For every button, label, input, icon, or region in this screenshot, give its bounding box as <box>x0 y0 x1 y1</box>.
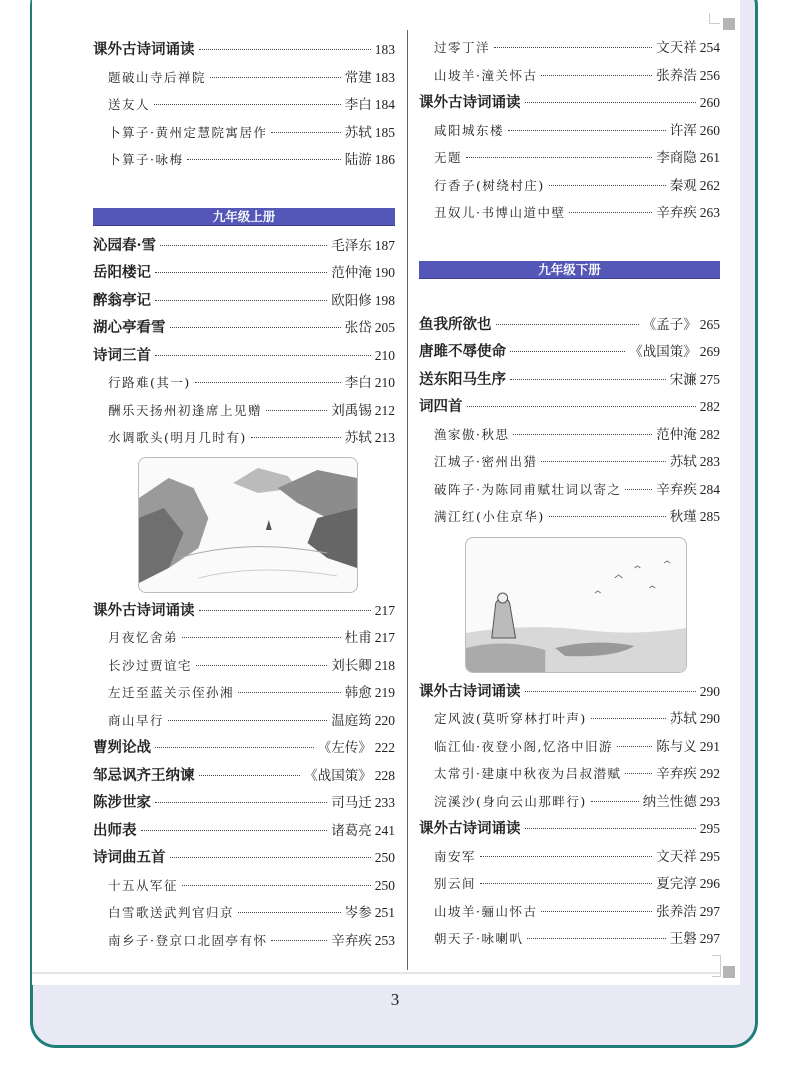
entry-author: 王磐 <box>669 931 697 947</box>
toc-subentry[interactable] <box>419 898 720 926</box>
entry-author: 欧阳修 <box>331 292 372 309</box>
toc-subentry[interactable] <box>419 62 720 90</box>
toc-subentry[interactable] <box>93 624 395 652</box>
toc-entry[interactable] <box>93 817 395 845</box>
entry-page: 295 <box>699 848 720 864</box>
entry-author: 苏轼 <box>344 124 372 141</box>
dot-leader <box>210 77 341 78</box>
dot-leader <box>480 856 652 857</box>
entry-author: 陆游 <box>344 152 372 168</box>
dot-leader <box>466 157 652 158</box>
entry-author: 张养浩 <box>656 903 697 920</box>
dot-leader <box>155 300 327 301</box>
entry-title: 行香子(树绕村庄) <box>434 177 545 193</box>
entry-title: 课外古诗词诵读 <box>419 94 521 111</box>
entry-author: 文天祥 <box>656 848 697 865</box>
dot-leader <box>195 382 341 383</box>
dot-leader <box>266 410 327 411</box>
entry-title: 太常引·建康中秋夜为吕叔潜赋 <box>434 766 622 781</box>
entry-title: 曹刿论战 <box>93 739 151 756</box>
entry-author: 范仲淹 <box>331 265 372 281</box>
entry-page: 261 <box>699 150 720 165</box>
entry-author: 常建 <box>344 69 372 86</box>
corner-ornament-line <box>709 13 720 24</box>
entry-title: 商山早行 <box>108 712 165 728</box>
entry-page: 222 <box>374 740 395 755</box>
toc-subentry[interactable] <box>419 421 720 449</box>
entry-author: 司马迁 <box>331 795 372 811</box>
toc-subentry[interactable] <box>93 679 395 707</box>
entry-page: 217 <box>374 630 395 645</box>
entry-author: 范仲淹 <box>656 426 697 443</box>
entry-title: 酬乐天扬州初逢席上见赠 <box>108 402 263 418</box>
toc-entry[interactable] <box>93 36 395 64</box>
dot-leader <box>527 938 665 939</box>
entry-author: 岑参 <box>344 905 372 921</box>
entry-page: 190 <box>374 265 395 280</box>
entry-page: 210 <box>374 375 395 390</box>
entry-page: 262 <box>699 177 720 193</box>
entry-title: 送东阳马生序 <box>419 370 506 388</box>
toc-subentry[interactable] <box>419 870 720 898</box>
entry-title: 满江红(小住京华) <box>434 509 545 524</box>
dot-leader <box>480 883 652 884</box>
dot-leader <box>467 406 696 407</box>
entry-title: 无题 <box>434 150 463 165</box>
entry-title: 鱼我所欲也 <box>419 315 492 333</box>
toc-subentry[interactable] <box>419 733 720 761</box>
entry-title: 月夜忆舍弟 <box>108 630 179 645</box>
entry-title: 江城子·密州出猎 <box>434 454 538 469</box>
toc-subentry[interactable] <box>93 899 395 927</box>
entry-author: 张养浩 <box>656 67 697 84</box>
entry-title: 唐雎不辱使命 <box>419 343 506 360</box>
toc-subentry[interactable] <box>419 199 720 227</box>
toc-entry[interactable] <box>93 342 395 370</box>
dot-leader <box>591 718 666 719</box>
entry-title: 词四首 <box>419 398 463 415</box>
dot-leader <box>196 665 327 666</box>
entry-page: 260 <box>699 122 720 138</box>
dot-leader <box>251 437 341 438</box>
toc-entry[interactable] <box>419 311 720 339</box>
entry-page: 183 <box>374 42 395 57</box>
dot-leader <box>625 773 652 774</box>
dot-leader <box>155 802 327 803</box>
grade-section-banner: 九年级上册 <box>93 208 395 226</box>
entry-author: 李商隐 <box>656 150 697 166</box>
dot-leader <box>199 49 371 50</box>
entry-title: 课外古诗词诵读 <box>419 820 521 837</box>
panel-shadow <box>32 972 720 974</box>
toc-entry[interactable] <box>93 734 395 762</box>
entry-page: 220 <box>374 712 395 728</box>
toc-subentry[interactable] <box>93 397 395 425</box>
entry-page: 185 <box>374 124 395 140</box>
toc-subentry[interactable] <box>93 146 395 174</box>
entry-author: 苏轼 <box>669 711 697 727</box>
dot-leader <box>141 830 328 831</box>
entry-title: 诗词三首 <box>93 346 151 364</box>
entry-title: 行路难(其一) <box>108 375 191 390</box>
entry-page: 250 <box>374 877 395 893</box>
toc-subentry[interactable] <box>93 369 395 397</box>
entry-page: 290 <box>699 683 720 699</box>
entry-title: 课外古诗词诵读 <box>419 682 521 700</box>
entry-page: 184 <box>374 97 395 112</box>
entry-author: 文天祥 <box>656 40 697 56</box>
entry-title: 湖心亭看雪 <box>93 319 166 336</box>
dot-leader <box>549 185 666 186</box>
toc-subentry[interactable] <box>419 448 720 476</box>
entry-page: 290 <box>699 711 720 726</box>
dot-leader <box>525 102 696 103</box>
entry-author: 李白 <box>344 97 372 113</box>
page-number: 3 <box>390 990 400 1009</box>
entry-page: 198 <box>374 292 395 308</box>
entry-title: 左迁至蓝关示侄孙湘 <box>108 685 235 700</box>
entry-page: 241 <box>374 822 395 838</box>
entry-author: 苏轼 <box>669 454 697 470</box>
toc-subentry[interactable] <box>419 925 720 953</box>
entry-author: 张岱 <box>344 320 372 336</box>
entry-author: 苏轼 <box>344 430 372 446</box>
dot-leader <box>155 747 314 748</box>
toc-subentry[interactable] <box>419 34 720 62</box>
toc-entry[interactable] <box>93 597 395 625</box>
corner-ornament-top <box>723 18 735 30</box>
entry-title: 朝天子·咏喇叭 <box>434 931 524 946</box>
entry-author: 辛弃疾 <box>331 932 372 949</box>
toc-entry[interactable] <box>419 338 720 366</box>
toc-entry[interactable] <box>419 89 720 117</box>
entry-title: 课外古诗词诵读 <box>93 601 195 619</box>
entry-title: 水调歌头(明月几时有) <box>108 430 247 445</box>
dot-leader <box>155 355 371 356</box>
entry-title: 课外古诗词诵读 <box>93 41 195 58</box>
dot-leader <box>541 75 652 76</box>
entry-page: 251 <box>374 905 395 920</box>
dot-leader <box>541 911 652 912</box>
toc-subentry[interactable] <box>419 788 720 816</box>
dot-leader <box>541 461 665 462</box>
entry-title: 渔家傲·秋思 <box>434 426 510 442</box>
entry-page: 282 <box>699 399 720 414</box>
grade-section-banner: 九年级下册 <box>419 261 720 279</box>
entry-page: 256 <box>699 67 720 83</box>
toc-subentry[interactable] <box>93 64 395 92</box>
toc-subentry[interactable] <box>93 652 395 680</box>
dot-leader <box>199 775 301 776</box>
entry-title: 卜算子·黄州定慧院寓居作 <box>108 124 268 140</box>
entry-page: 254 <box>699 40 720 55</box>
entry-page: 260 <box>699 95 720 110</box>
dot-leader <box>182 885 371 886</box>
entry-page: 285 <box>699 509 720 524</box>
toc-subentry[interactable] <box>93 424 395 452</box>
entry-author: 《孟子》 <box>642 316 697 333</box>
entry-page: 233 <box>374 795 395 810</box>
dot-leader <box>625 489 652 490</box>
entry-author: 温庭筠 <box>331 712 372 729</box>
toc-entry[interactable] <box>93 789 395 817</box>
dot-leader <box>168 720 327 721</box>
dot-leader <box>170 857 371 858</box>
entry-author: 刘禹锡 <box>331 402 372 419</box>
toc-subentry[interactable] <box>419 705 720 733</box>
entry-author: 夏完淳 <box>656 876 697 892</box>
entry-author: 《左传》 <box>317 740 372 756</box>
entry-page: 275 <box>699 371 720 387</box>
entry-page: 213 <box>374 430 395 445</box>
entry-page: 186 <box>374 152 395 167</box>
entry-title: 长沙过贾谊宅 <box>108 657 193 673</box>
entry-title: 出师表 <box>93 821 137 839</box>
entry-title: 白雪歌送武判官归京 <box>108 905 235 920</box>
entry-title: 岳阳楼记 <box>93 264 151 281</box>
dot-leader <box>549 516 666 517</box>
toc-subentry[interactable] <box>419 144 720 172</box>
dot-leader <box>238 692 341 693</box>
entry-page: 291 <box>699 738 720 754</box>
toc-entry[interactable] <box>419 393 720 421</box>
entry-title: 南安军 <box>434 848 477 864</box>
entry-page: 269 <box>699 344 720 359</box>
toc-subentry[interactable] <box>93 927 395 955</box>
entry-author: 秦观 <box>669 177 697 194</box>
entry-title: 十五从军征 <box>108 877 179 893</box>
toc-subentry[interactable] <box>419 172 720 200</box>
entry-page: 253 <box>374 932 395 948</box>
entry-author: 辛弃疾 <box>656 481 697 498</box>
entry-author: 辛弃疾 <box>656 766 697 782</box>
entry-page: 292 <box>699 766 720 781</box>
dot-leader <box>154 104 341 105</box>
entry-page: 217 <box>374 602 395 618</box>
toc-right-column <box>419 34 720 953</box>
toc-entry[interactable] <box>93 314 395 342</box>
entry-page: 263 <box>699 205 720 220</box>
entry-author: 《战国策》 <box>629 344 697 360</box>
dot-leader <box>510 379 666 380</box>
toc-entry[interactable] <box>93 259 395 287</box>
dot-leader <box>525 691 696 692</box>
entry-title: 沁园春·雪 <box>93 236 157 254</box>
toc-subentry[interactable] <box>419 117 720 145</box>
dot-leader <box>494 47 652 48</box>
entry-page: 250 <box>374 850 395 865</box>
entry-author: 李白 <box>344 375 372 391</box>
entry-author: 宋濂 <box>669 371 697 388</box>
entry-title: 山坡羊·潼关怀古 <box>434 67 538 83</box>
dot-leader <box>508 130 666 131</box>
dot-leader <box>238 912 341 913</box>
entry-title: 定风波(莫听穿林打叶声) <box>434 711 587 726</box>
dot-leader <box>525 828 696 829</box>
entry-page: 265 <box>699 316 720 332</box>
dot-leader <box>496 324 639 325</box>
entry-page: 187 <box>374 237 395 253</box>
entry-page: 296 <box>699 876 720 891</box>
entry-page: 205 <box>374 320 395 335</box>
entry-author: 《战国策》 <box>304 767 372 784</box>
entry-author: 陈与义 <box>656 738 697 755</box>
dot-leader <box>271 132 340 133</box>
entry-title: 浣溪沙(身向云山那畔行) <box>434 793 587 809</box>
entry-author: 纳兰性德 <box>642 793 697 810</box>
dot-leader <box>510 351 625 352</box>
entry-title: 咸阳城东楼 <box>434 122 505 138</box>
entry-author: 诸葛亮 <box>331 822 372 839</box>
toc-entry[interactable] <box>419 678 720 706</box>
dot-leader <box>569 212 652 213</box>
entry-author: 许浑 <box>669 122 697 139</box>
entry-title: 题破山寺后禅院 <box>108 69 207 85</box>
toc-entry[interactable] <box>93 232 395 260</box>
dot-leader <box>617 746 652 747</box>
toc-subentry[interactable] <box>419 843 720 871</box>
toc-subentry[interactable] <box>419 476 720 504</box>
entry-title: 陈涉世家 <box>93 794 151 811</box>
scholar-by-lake-illustration <box>465 537 687 673</box>
entry-page: 283 <box>699 454 720 469</box>
toc-entry[interactable] <box>419 366 720 394</box>
entry-page: 297 <box>699 903 720 919</box>
entry-title: 卜算子·咏梅 <box>108 152 184 167</box>
entry-page: 295 <box>699 821 720 836</box>
entry-author: 辛弃疾 <box>656 205 697 221</box>
entry-author: 秋瑾 <box>669 509 697 525</box>
toc-left-column <box>93 36 395 954</box>
dot-leader <box>513 434 652 435</box>
entry-title: 过零丁洋 <box>434 40 491 55</box>
entry-title: 破阵子·为陈同甫赋壮词以寄之 <box>434 481 622 497</box>
column-divider <box>407 30 408 970</box>
corner-ornament-line <box>712 955 721 977</box>
toc-subentry[interactable] <box>419 760 720 788</box>
entry-author: 刘长卿 <box>331 657 372 674</box>
entry-author: 毛泽东 <box>331 237 372 254</box>
entry-title: 山坡羊·骊山怀古 <box>434 903 538 919</box>
entry-title: 送友人 <box>108 97 151 112</box>
entry-page: 210 <box>374 347 395 363</box>
entry-title: 临江仙·夜登小阁,忆洛中旧游 <box>434 738 613 754</box>
dot-leader <box>271 940 327 941</box>
entry-page: 219 <box>374 685 395 700</box>
entry-title: 邹忌讽齐王纳谏 <box>93 766 195 784</box>
toc-entry[interactable] <box>93 844 395 872</box>
entry-page: 284 <box>699 481 720 497</box>
entry-page: 297 <box>699 931 720 946</box>
entry-title: 别云间 <box>434 876 477 891</box>
entry-title: 醉翁亭记 <box>93 291 151 309</box>
entry-page: 228 <box>374 767 395 783</box>
toc-subentry[interactable] <box>93 707 395 735</box>
toc-subentry[interactable] <box>93 872 395 900</box>
dot-leader <box>591 801 639 802</box>
entry-page: 293 <box>699 793 720 809</box>
dot-leader <box>199 610 371 611</box>
dot-leader <box>160 245 327 246</box>
entry-page: 183 <box>374 69 395 85</box>
entry-author: 杜甫 <box>344 630 372 646</box>
entry-title: 丑奴儿·书博山道中壁 <box>434 205 566 220</box>
toc-subentry[interactable] <box>93 119 395 147</box>
entry-page: 212 <box>374 402 395 418</box>
toc-entry[interactable] <box>93 762 395 790</box>
dot-leader <box>155 272 327 273</box>
entry-title: 南乡子·登京口北固亭有怀 <box>108 932 268 948</box>
corner-ornament-bottom <box>723 966 735 978</box>
toc-subentry[interactable] <box>93 91 395 119</box>
landscape-river-illustration <box>138 457 358 593</box>
dot-leader <box>182 637 341 638</box>
entry-page: 282 <box>699 426 720 442</box>
dot-leader <box>187 159 340 160</box>
toc-subentry[interactable] <box>419 503 720 531</box>
dot-leader <box>170 327 341 328</box>
entry-page: 218 <box>374 657 395 673</box>
toc-entry[interactable] <box>419 815 720 843</box>
toc-entry[interactable] <box>93 287 395 315</box>
entry-author: 韩愈 <box>344 685 372 701</box>
entry-title: 诗词曲五首 <box>93 849 166 866</box>
